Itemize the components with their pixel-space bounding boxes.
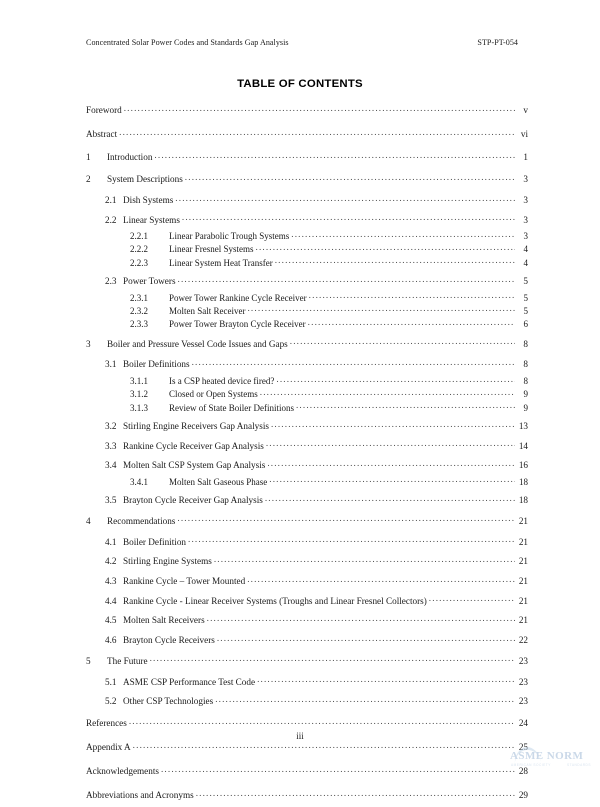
toc-entry[interactable] xyxy=(86,510,528,532)
toc-entry-number: 3.1.3 xyxy=(130,402,148,413)
toc-leader-dots xyxy=(207,614,515,623)
toc-entry[interactable] xyxy=(86,271,528,291)
toc-leader-dots xyxy=(177,515,515,524)
toc-leader-dots xyxy=(267,459,515,468)
toc-leader-dots xyxy=(290,338,515,347)
toc-leader-dots xyxy=(265,494,515,503)
toc-entry-label: Recommendations xyxy=(107,515,176,526)
toc-entry-number: 2.3.1 xyxy=(130,292,148,303)
toc-entry-number: 5 xyxy=(86,655,91,666)
running-header-title: Concentrated Solar Power Codes and Standards Gap Analysis xyxy=(86,38,289,47)
toc-entry[interactable] xyxy=(86,209,528,229)
toc-entry[interactable] xyxy=(86,759,528,783)
toc-entry-label: Molten Salt Gaseous Phase xyxy=(169,476,268,487)
toc-entry[interactable] xyxy=(86,591,528,611)
toc-leader-dots xyxy=(276,375,515,384)
toc-entry-page-number: 24 xyxy=(518,718,528,729)
toc-leader-dots xyxy=(119,128,515,137)
toc-entry-label: The Future xyxy=(107,655,148,666)
toc-entry-label: ASME CSP Performance Test Code xyxy=(123,676,256,687)
toc-entry-label: Closed or Open Systems xyxy=(169,389,258,400)
toc-leader-dots xyxy=(429,595,515,604)
toc-entry-number: 4.5 xyxy=(105,615,117,626)
toc-entry-number: 2.2.3 xyxy=(130,257,148,268)
toc-leader-dots xyxy=(178,275,515,284)
toc-entry-number: 4.3 xyxy=(105,576,117,587)
toc-leader-dots xyxy=(192,358,515,367)
toc-entry[interactable] xyxy=(86,691,528,711)
toc-entry[interactable] xyxy=(86,291,528,304)
folio-page-number: iii xyxy=(296,731,304,741)
toc-entry-label: Boiler Definition xyxy=(123,536,187,547)
toc-entry-page-number: 5 xyxy=(523,305,528,316)
toc-entry-page-number: 21 xyxy=(518,615,528,626)
toc-leader-dots xyxy=(188,536,515,545)
toc-entry[interactable] xyxy=(86,304,528,317)
running-header-docnumber: STP-PT-054 xyxy=(477,38,518,47)
toc-leader-dots xyxy=(308,318,515,327)
running-header xyxy=(86,38,518,47)
toc-leader-dots xyxy=(182,214,515,223)
toc-entry-page-number: 23 xyxy=(518,676,528,687)
toc-entry-page-number: 28 xyxy=(518,765,528,776)
toc-entry[interactable] xyxy=(86,416,528,436)
toc-entry-page-number: 18 xyxy=(519,476,528,487)
toc-entry-label: Stirling Engine Receivers Gap Analysis xyxy=(123,420,269,431)
toc-entry-page-number: 16 xyxy=(518,460,528,471)
toc-entry-label: Brayton Cycle Receivers xyxy=(123,635,215,645)
toc-entry-label: Is a CSP heated device fired? xyxy=(169,375,275,386)
toc-entry-label: Molten Salt Receivers xyxy=(123,615,205,626)
table-of-contents xyxy=(86,98,528,807)
toc-leader-dots xyxy=(161,765,515,774)
toc-entry-page-number: 8 xyxy=(523,338,528,349)
toc-entry-label: Power Towers xyxy=(123,276,176,287)
toc-entry-number: 3.1 xyxy=(105,359,117,370)
toc-entry-number: 1 xyxy=(86,152,91,163)
toc-entry[interactable] xyxy=(86,122,528,146)
toc-entry-label: Linear System Heat Transfer xyxy=(169,257,273,268)
toc-entry-page-number: 13 xyxy=(518,420,528,431)
toc-entry-page-number: 3 xyxy=(523,214,528,225)
toc-entry-page-number: 3 xyxy=(523,174,528,185)
toc-entry-number: 4 xyxy=(86,515,91,526)
toc-entry[interactable] xyxy=(86,242,528,255)
toc-entry-number: 5.1 xyxy=(105,676,117,687)
toc-entry-number: 4.2 xyxy=(105,556,117,567)
toc-entry-number: 2 xyxy=(86,174,91,185)
toc-entry-page-number: 8 xyxy=(523,375,528,386)
toc-entry[interactable] xyxy=(86,354,528,374)
toc-entry[interactable] xyxy=(86,374,528,387)
toc-entry-label: Review of State Boiler Definitions xyxy=(169,402,294,413)
toc-entry-page-number: 22 xyxy=(518,635,528,645)
toc-entry-page-number: 3 xyxy=(523,194,528,205)
toc-leader-dots xyxy=(309,292,515,301)
toc-entry-label: Foreword xyxy=(86,105,122,116)
toc-entry[interactable] xyxy=(86,490,528,510)
toc-entry[interactable] xyxy=(86,435,528,455)
toc-leader-dots xyxy=(266,440,515,449)
toc-entry-label: Linear Parabolic Trough Systems xyxy=(169,231,290,242)
toc-leader-dots xyxy=(260,388,515,397)
toc-leader-dots xyxy=(291,230,515,239)
toc-leader-dots xyxy=(150,655,515,664)
toc-entry[interactable] xyxy=(86,532,528,552)
toc-entry-page-number: 6 xyxy=(523,319,528,330)
toc-leader-dots xyxy=(133,741,515,750)
toc-entry-label: Brayton Cycle Receiver Gap Analysis xyxy=(123,495,263,506)
watermark-subtext-left: AMERICAN SOCIETY xyxy=(511,763,551,767)
toc-entry-page-number: 21 xyxy=(518,556,528,567)
toc-leader-dots xyxy=(175,194,515,203)
toc-leader-dots xyxy=(257,676,515,685)
toc-entry-number: 2.2.1 xyxy=(130,231,148,242)
toc-entry-label: Rankine Cycle - Linear Receiver Systems (Troughs and Linear Fresnel Collectors) xyxy=(123,595,427,606)
toc-entry-page-number: 3 xyxy=(523,231,528,242)
toc-entry-label: Other CSP Technologies xyxy=(123,696,214,707)
toc-entry-label: Dish Systems xyxy=(123,194,174,205)
toc-entry-page-number: 23 xyxy=(518,655,528,666)
toc-entry[interactable] xyxy=(86,98,528,122)
watermark-label: ASME NORM xyxy=(510,750,584,762)
toc-leader-dots xyxy=(296,402,515,411)
toc-entry-label: Linear Fresnel Systems xyxy=(169,244,254,255)
toc-entry[interactable] xyxy=(86,168,528,190)
toc-entry-label: Rankine Cycle Receiver Gap Analysis xyxy=(123,440,264,451)
toc-entry-label: Abstract xyxy=(86,129,118,140)
toc-entry-number: 3.4.1 xyxy=(130,476,148,487)
toc-entry[interactable] xyxy=(86,146,528,168)
toc-entry-page-number: 14 xyxy=(518,440,528,451)
toc-entry[interactable] xyxy=(86,571,528,591)
toc-leader-dots xyxy=(247,305,515,314)
toc-entry-label: Boiler and Pressure Vessel Code Issues and Gaps xyxy=(107,338,288,349)
toc-entry-number: 4.6 xyxy=(105,635,117,645)
toc-entry-number: 5.2 xyxy=(105,696,117,707)
toc-leader-dots xyxy=(124,104,515,113)
toc-entry[interactable] xyxy=(86,610,528,630)
toc-entry-page-number: 4 xyxy=(523,257,528,268)
toc-entry[interactable] xyxy=(86,190,528,210)
toc-entry-number: 3.1.2 xyxy=(130,389,148,400)
toc-entry[interactable] xyxy=(86,783,528,807)
toc-entry-label: Abbreviations and Acronyms xyxy=(86,789,194,800)
toc-entry-number: 3.5 xyxy=(105,495,117,506)
toc-entry-number: 4.4 xyxy=(105,595,117,606)
toc-entry-page-number: v xyxy=(523,105,528,116)
toc-entry-number: 2.3.2 xyxy=(130,305,148,316)
toc-entry-page-number: 9 xyxy=(523,389,528,400)
toc-entry-page-number: 29 xyxy=(518,789,528,800)
toc-entry-number: 2.1 xyxy=(105,194,117,205)
toc-leader-dots xyxy=(154,151,515,160)
toc-entry-page-number: 21 xyxy=(518,536,528,547)
toc-entry-label: References xyxy=(86,718,127,729)
toc-entry[interactable] xyxy=(86,672,528,692)
toc-entry-label: Introduction xyxy=(107,152,153,163)
toc-entry-label: System Descriptions xyxy=(107,174,183,185)
toc-entry[interactable] xyxy=(86,455,528,475)
toc-entry-number: 2.3.3 xyxy=(130,319,148,330)
toc-entry[interactable] xyxy=(86,401,528,414)
toc-entry-page-number: 18 xyxy=(518,495,528,506)
toc-leader-dots xyxy=(185,173,515,182)
toc-entry[interactable] xyxy=(86,475,528,488)
page-title: TABLE OF CONTENTS xyxy=(237,78,363,90)
toc-entry[interactable] xyxy=(86,229,528,242)
toc-leader-dots xyxy=(256,243,516,252)
toc-entry[interactable] xyxy=(86,630,528,650)
toc-leader-dots xyxy=(275,257,515,266)
toc-entry-page-number: 4 xyxy=(523,244,528,255)
toc-entry-page-number: 5 xyxy=(523,292,528,303)
toc-leader-dots xyxy=(196,789,515,798)
toc-entry-page-number: 5 xyxy=(523,276,528,287)
toc-entry[interactable] xyxy=(86,317,528,330)
toc-entry-number: 3.3 xyxy=(105,440,117,451)
toc-entry-label: Rankine Cycle – Tower Mounted xyxy=(123,576,246,587)
toc-entry-label: Stirling Engine Systems xyxy=(123,556,212,567)
toc-entry-number: 3.2 xyxy=(105,420,117,431)
toc-entry-label: Power Tower Rankine Cycle Receiver xyxy=(169,292,307,303)
toc-entry[interactable] xyxy=(86,256,528,269)
toc-entry-label: Power Tower Brayton Cycle Receiver xyxy=(169,319,306,330)
watermark-subtext-right: STANDARDS xyxy=(566,763,591,767)
toc-entry-page-number: 25 xyxy=(518,741,528,752)
toc-entry-page-number: 1 xyxy=(523,152,528,163)
toc-entry-number: 2.3 xyxy=(105,276,117,287)
toc-entry-number: 4.1 xyxy=(105,536,117,547)
toc-entry-number: 2.2.2 xyxy=(130,244,148,255)
toc-leader-dots xyxy=(129,717,515,726)
toc-leader-dots xyxy=(269,476,515,485)
toc-entry-number: 2.2 xyxy=(105,214,117,225)
toc-leader-dots xyxy=(247,575,515,584)
toc-leader-dots xyxy=(215,695,515,704)
toc-entry-number: 3.4 xyxy=(105,460,117,471)
toc-entry-page-number: vi xyxy=(520,129,528,140)
toc-entry-label: Molten Salt Receiver xyxy=(169,305,246,316)
toc-leader-dots xyxy=(271,420,515,429)
toc-entry-number: 3.1.1 xyxy=(130,375,148,386)
toc-entry-page-number: 23 xyxy=(518,696,528,707)
toc-leader-dots xyxy=(214,555,515,564)
toc-entry[interactable] xyxy=(86,650,528,672)
toc-entry-label: Molten Salt CSP System Gap Analysis xyxy=(123,460,266,471)
toc-entry-page-number: 21 xyxy=(518,515,528,526)
toc-entry[interactable] xyxy=(86,551,528,571)
toc-entry-page-number: 9 xyxy=(523,402,528,413)
toc-leader-dots xyxy=(217,634,515,643)
toc-entry[interactable] xyxy=(86,332,528,354)
toc-entry-number: 3 xyxy=(86,338,91,349)
toc-entry-label: Appendix A xyxy=(86,741,131,752)
toc-entry-label: Linear Systems xyxy=(123,214,180,225)
toc-entry-label: Boiler Definitions xyxy=(123,359,190,370)
toc-entry-page-number: 21 xyxy=(518,576,528,587)
toc-entry-page-number: 8 xyxy=(523,359,528,370)
toc-entry-label: Acknowledgements xyxy=(86,765,159,776)
toc-entry-page-number: 21 xyxy=(518,595,528,606)
toc-entry[interactable] xyxy=(86,387,528,400)
